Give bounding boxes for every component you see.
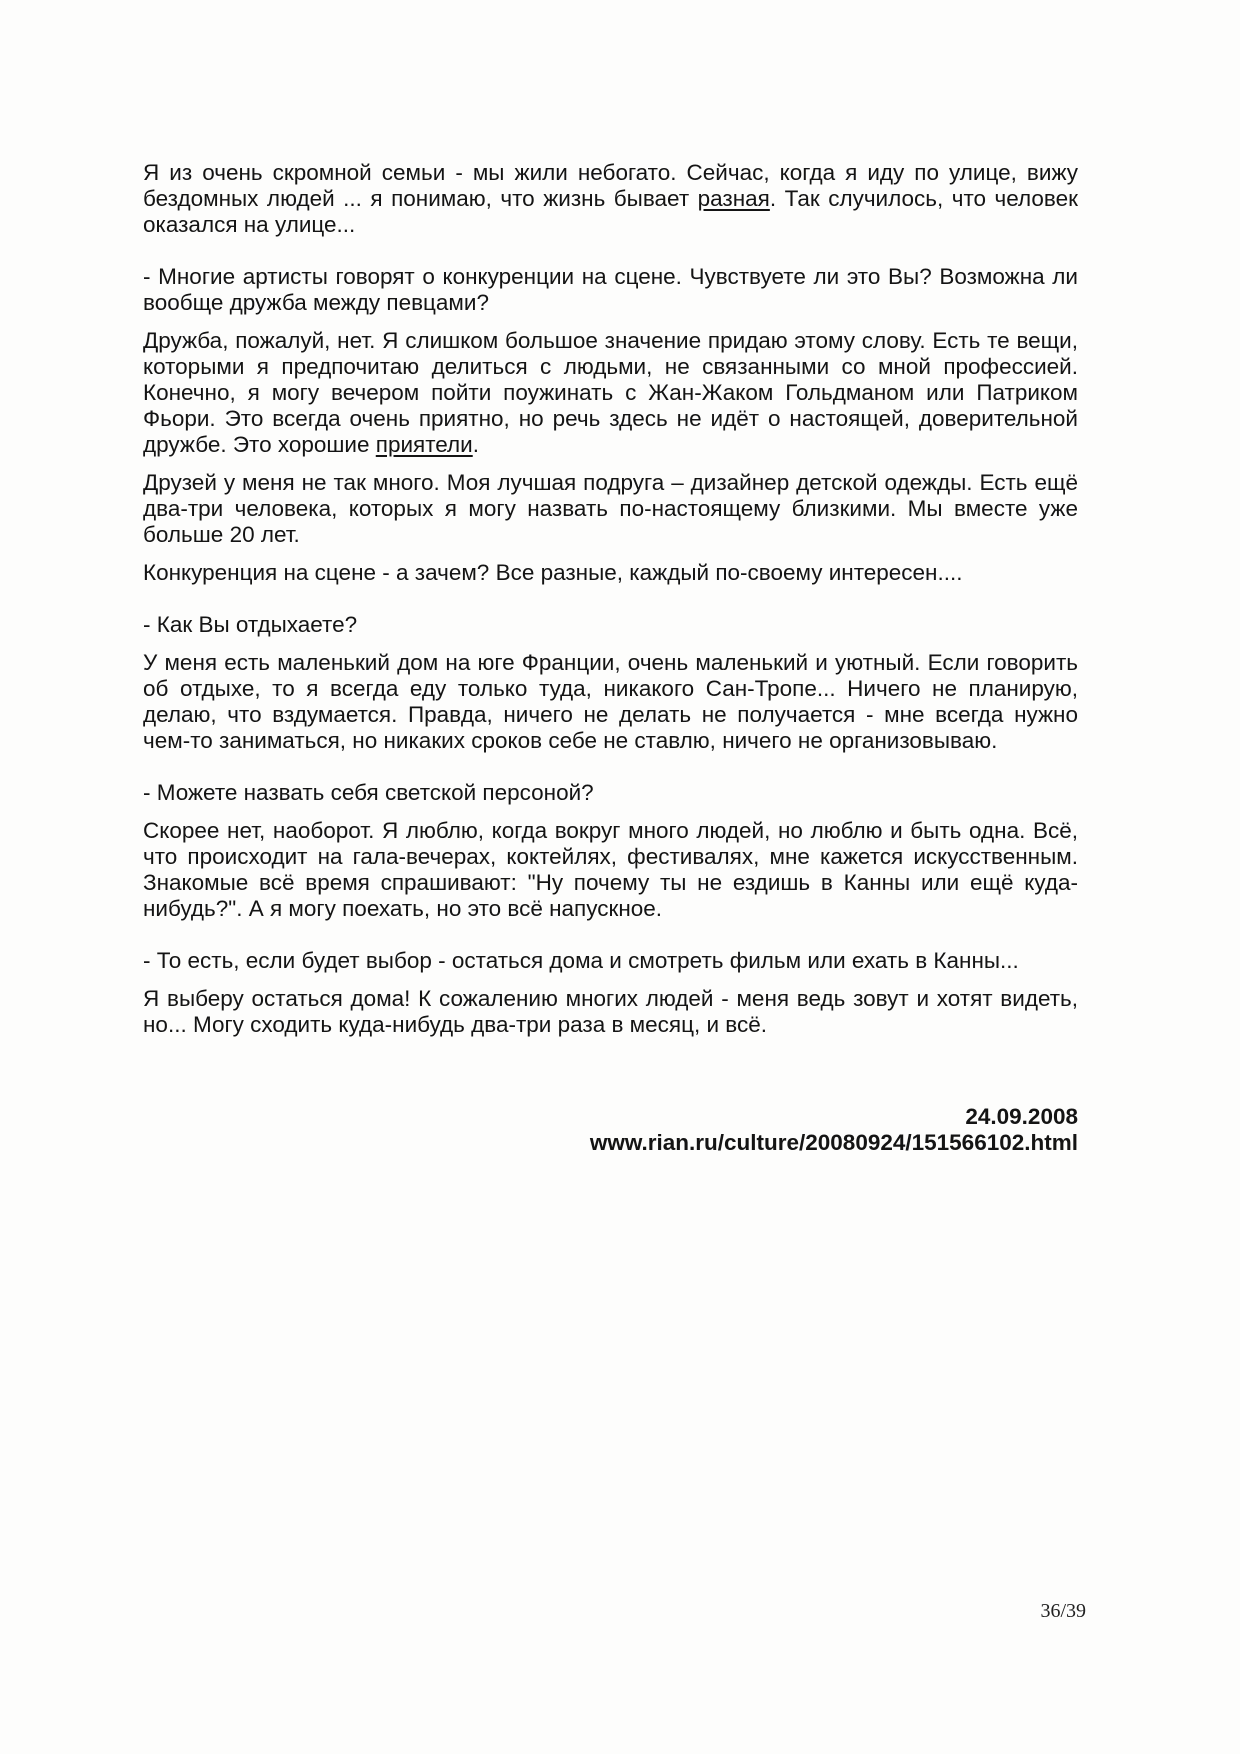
answer-paragraph-friends: Друзей у меня не так много. Моя лучшая подруга – дизайнер детской одежды. Есть ещё два-три человека, которых я могу назвать по-настоящему близкими. Мы вместе уже больше 20 лет.	[143, 470, 1078, 547]
source-url: www.rian.ru/culture/20080924/151566102.html	[589, 1130, 1078, 1155]
answer-text: Дружба, пожалуй, нет. Я слишком большое значение придаю этому слову. Есть те вещи, которыми я предпочитаю делиться с людьми, не связанными со мной профессией. Конечно, я могу вечером пойти поужинать с Жан-Жаком Гольдманом или Патриком Фьори. Это всегда очень приятно, но речь здесь не идёт о настоящей, доверительной дружбе. Это хорошие	[143, 328, 1078, 457]
answer-paragraph-choice: Я выберу остаться дома! К сожалению многих людей - меня ведь зовут и хотят видеть, но... Могу сходить куда-нибудь два-три раза в месяц, и всё.	[143, 986, 1078, 1037]
question-competition: - Многие артисты говорят о конкуренции на сцене. Чувствуете ли это Вы? Возможна ли вообще дружба между певцами?	[143, 264, 1078, 315]
answer-text: Я из очень скромной семьи - мы жили небогато. Сейчас, когда я иду по улице, вижу бездомных людей ... я понимаю, что жизнь бывает	[143, 160, 1078, 211]
question-choice: - То есть, если будет выбор - остаться дома и смотреть фильм или ехать в Канны...	[143, 948, 1019, 973]
publication-date: 24.09.2008	[965, 1104, 1078, 1129]
underlined-word-raznaya: разная	[697, 186, 770, 211]
answer-paragraph-friendship	[143, 328, 1078, 458]
question-socialite: - Можете назвать себя светской персоной?	[143, 780, 594, 805]
answer-paragraph-competition: Конкуренция на сцене - а зачем? Все разные, каждый по-своему интересен....	[143, 560, 963, 585]
underlined-word-priyateli: приятели	[375, 432, 473, 457]
question-rest: - Как Вы отдыхаете?	[143, 612, 358, 637]
source-block	[143, 1104, 1078, 1156]
answer-text-end: .	[472, 432, 479, 457]
answer-paragraph-socialite: Скорее нет, наоборот. Я люблю, когда вокруг много людей, но люблю и быть одна. Всё, что происходит на гала-вечерах, коктейлях, фестивалях, мне кажется искусственным. Знакомые всё время спрашивают: "Ну почему ты не ездишь в Канны или ещё куда-нибудь?". А я могу поехать, но это всё напускное.	[143, 818, 1078, 921]
answer-paragraph-rest: У меня есть маленький дом на юге Франции, очень маленький и уютный. Если говорить об отдыхе, то я всегда еду только туда, никакого Сан-Тропе... Ничего не планирую, делаю, что вздумается. Правда, ничего не делать не получается - мне всегда нужно чем-то заниматься, но никаких сроков себе не ставлю, ничего не организовываю.	[143, 650, 1078, 753]
answer-paragraph-family	[143, 160, 1078, 238]
page-number: 36/39	[1040, 1600, 1086, 1622]
answer-text-end: . Так случилось, что человек оказался на улице...	[143, 186, 1078, 237]
article-body	[143, 160, 1078, 1050]
